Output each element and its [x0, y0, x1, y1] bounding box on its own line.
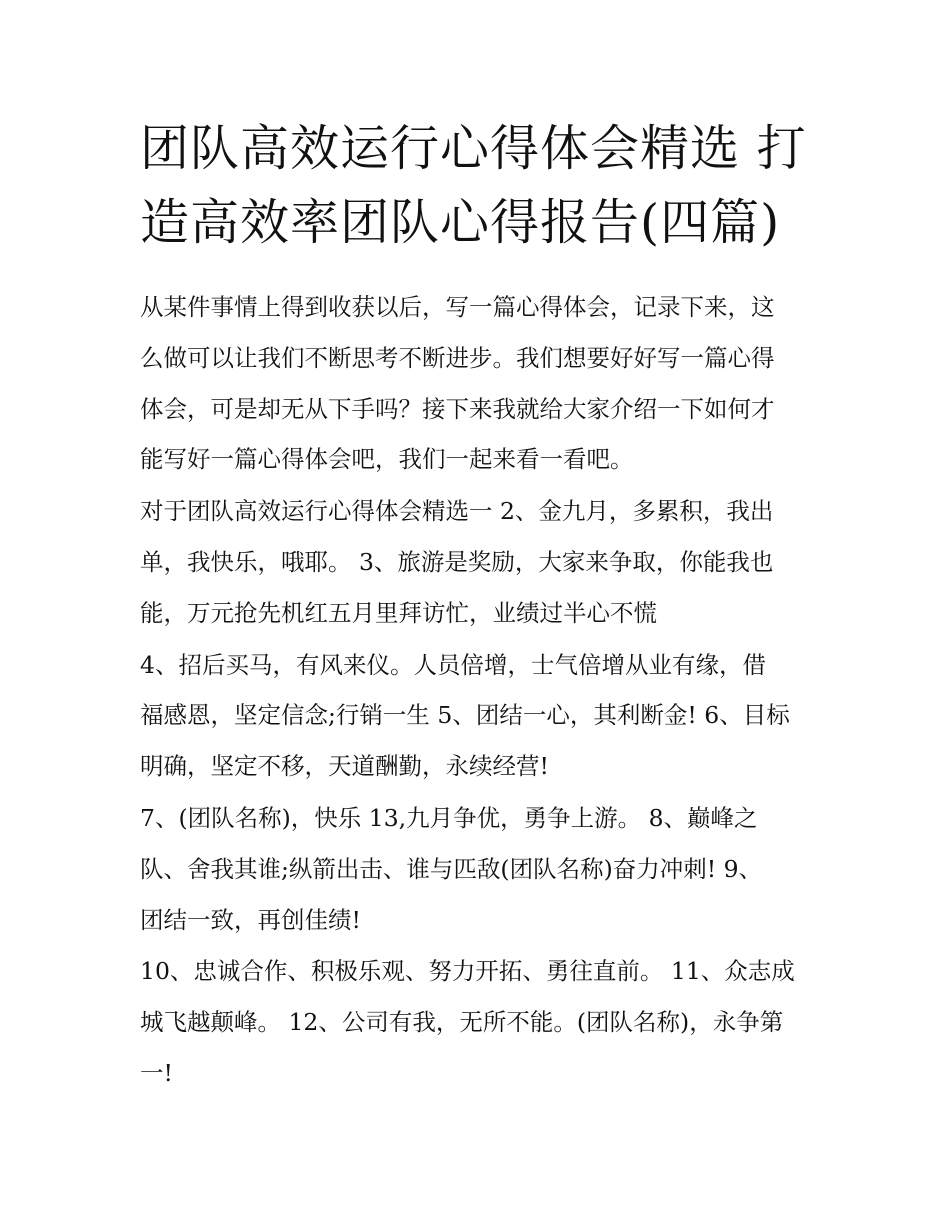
- text-line: 4、招后买马，有风来仪。人员倍增，士气倍增从业有缘，借: [140, 650, 766, 679]
- text-line: 么做可以让我们不断思考不断进步。我们想要好好写一篇心得: [140, 343, 775, 372]
- paragraph-slogans-3: [140, 793, 818, 945]
- text-line: 城飞越颠峰。 12、公司有我，无所不能。(团队名称)，永争第: [140, 1008, 784, 1037]
- document-body: [140, 282, 818, 1100]
- text-line: 能写好一篇心得体会吧，我们一起来看一看吧。: [140, 445, 634, 474]
- text-line: 能，万元抢先机红五月里拜访忙，业绩过半心不慌: [140, 598, 657, 627]
- title-line: 造高效率团队心得报告(四篇): [140, 194, 781, 251]
- text-line: 10、忠诚合作、积极乐观、努力开拓、勇往直前。 11、众志成: [140, 957, 795, 986]
- paragraph-slogans-1: [140, 486, 818, 638]
- paragraph-intro: [140, 282, 818, 485]
- text-line: 团结一致，再创佳绩!: [140, 905, 361, 934]
- text-line: 队、舍我其谁;纵箭出击、谁与匹敌(团队名称)奋力冲刺! 9、: [140, 854, 763, 883]
- title-line: 团队高效运行心得体会精选 打: [140, 120, 807, 177]
- text-line: 一!: [140, 1058, 173, 1087]
- document-title: [140, 112, 820, 260]
- text-line: 7、(团队名称)，快乐 13,九月争优，勇争上游。 8、巅峰之: [140, 803, 758, 832]
- paragraph-slogans-4: [140, 946, 818, 1098]
- text-line: 福感恩，坚定信念;行销一生 5、团结一心，其利断金! 6、目标: [140, 701, 790, 730]
- text-line: 明确，坚定不移，天道酬勤，永续经营!: [140, 752, 549, 781]
- text-line: 体会，可是却无从下手吗？接下来我就给大家介绍一下如何才: [140, 394, 775, 423]
- text-line: 单，我快乐，哦耶。 3、旅游是奖励，大家来争取，你能我也: [140, 547, 774, 576]
- paragraph-slogans-2: [140, 640, 818, 792]
- text-line: 对于团队高效运行心得体会精选一 2、金九月，多累积，我出: [140, 497, 774, 526]
- text-line: 从某件事情上得到收获以后，写一篇心得体会，记录下来，这: [140, 293, 775, 321]
